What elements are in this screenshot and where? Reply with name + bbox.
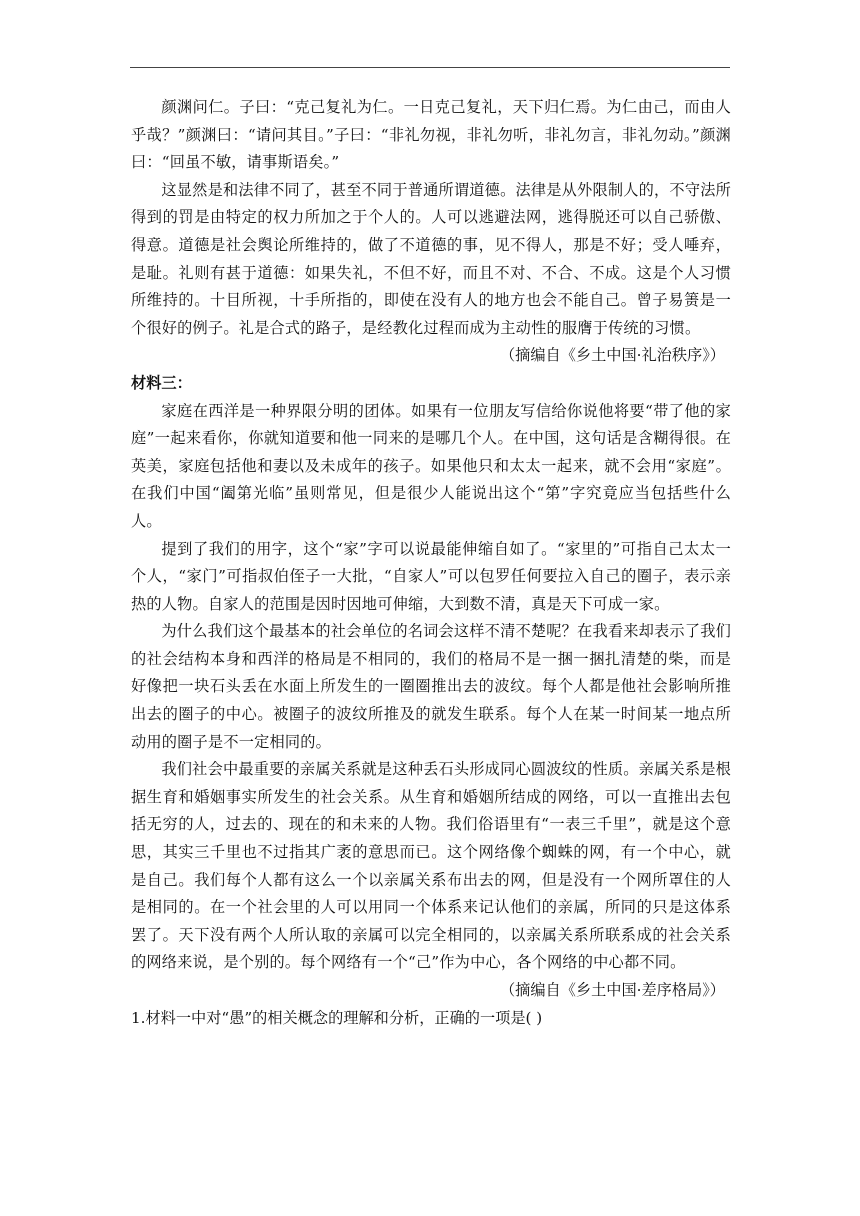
paragraph-yanyuan: 颜渊问仁。子曰：“克己复礼为仁。一日克己复礼，天下归仁焉。为仁由己，而由人乎哉？”颜渊曰：“请问其目。”子曰：“非礼勿视，非礼勿听，非礼勿言，非礼勿动。”颜渊曰：“回虽不敏，请事斯语矣。” — [131, 98, 731, 172]
question-1: 1.材料一中对“愚”的相关概念的理解和分析，正确的一项是( ) — [131, 1008, 543, 1027]
source-citation-2: （摘编自《乡土中国·差序格局》） — [499, 981, 725, 999]
document-body — [131, 94, 731, 1032]
paragraph-law-morality: 这显然是和法律不同了，甚至不同于普通所谓道德。法律是从外限制人的，不守法所得到的罚是由特定的权力所加之于个人的。人可以逃避法网，逃得脱还可以自己骄傲、得意。道德是社会舆论所维持的，做了不道德的事，见不得人，那是不好；受人唾弃，是耻。礼则有甚于道德：如果失礼，不但不好，而且不对、不合、不成。这是个人习惯所维持的。十目所视，十手所指的，即使在没有人的地方也会不能自己。曾子易箦是一个很好的例子。礼是合式的路子，是经教化过程而成为主动性的服膺于传统的习惯。 — [131, 180, 731, 337]
source-citation-1: （摘编自《乡土中国·礼治秩序》） — [499, 346, 725, 365]
paragraph-family-west: 家庭在西洋是一种界限分明的团体。如果有一位朋友写信给你说他将要“带了他的家庭”一起来看你，你就知道要和他一同来的是哪几个人。在中国，这句话是含糊得很。在英美，家庭包括他和妻以及未成年的孩子。如果他只和太太一起来，就不会用“家庭”。在我们中国“阖第光临”虽则常见，但是很少人能说出这个“第”字究竟应当包括些什么人。 — [131, 401, 731, 530]
paragraph-kinship: 我们社会中最重要的亲属关系就是这种丢石头形成同心圆波纹的性质。亲属关系是根据生育和婚姻事实所发生的社会关系。从生育和婚姻所结成的网络，可以一直推出去包括无穷的人，过去的、现在的和未来的人物。我们俗语里有“一表三千里”，就是这个意思，其实三千里也不过指其广袤的意思而已。这个网络像个蜘蛛的网，有一个中心，就是自己。我们每个人都有这么一个以亲属关系布出去的网，但是没有一个网所罩住的人是相同的。在一个社会里的人可以用同一个体系来记认他们的亲属，所同的只是这体系罢了。天下没有两个人所认取的亲属可以完全相同的，以亲属关系所联系成的社会关系的网络来说，是个别的。每个网络有一个“己”作为中心，各个网络的中心都不同。 — [131, 760, 731, 972]
paragraph-jia-word: 提到了我们的用字，这个“家”字可以说最能伸缩自如了。“家里的”可指自己太太一个人，“家门”可指叔伯侄子一大批，“自家人”可以包罗任何要拉入自己的圈子，表示亲热的人物。自家人的范围是因时因地可伸缩，大到数不清，真是天下可成一家。 — [131, 539, 731, 613]
paragraph-ripples: 为什么我们这个最基本的社会单位的名词会这样不清不楚呢？在我看来却表示了我们的社会结构本身和西洋的格局是不相同的，我们的格局不是一捆一捆扎清楚的柴，而是好像把一块石头丢在水面上所发生的一圈圈推出去的波纹。每个人都是他社会影响所推出去的圈子的中心。被圈子的波纹所推及的就发生联系。每个人在某一时间某一地点所动用的圈子是不一定相同的。 — [131, 622, 731, 751]
material-three-heading: 材料三： — [131, 373, 192, 392]
header-rule — [130, 67, 730, 68]
